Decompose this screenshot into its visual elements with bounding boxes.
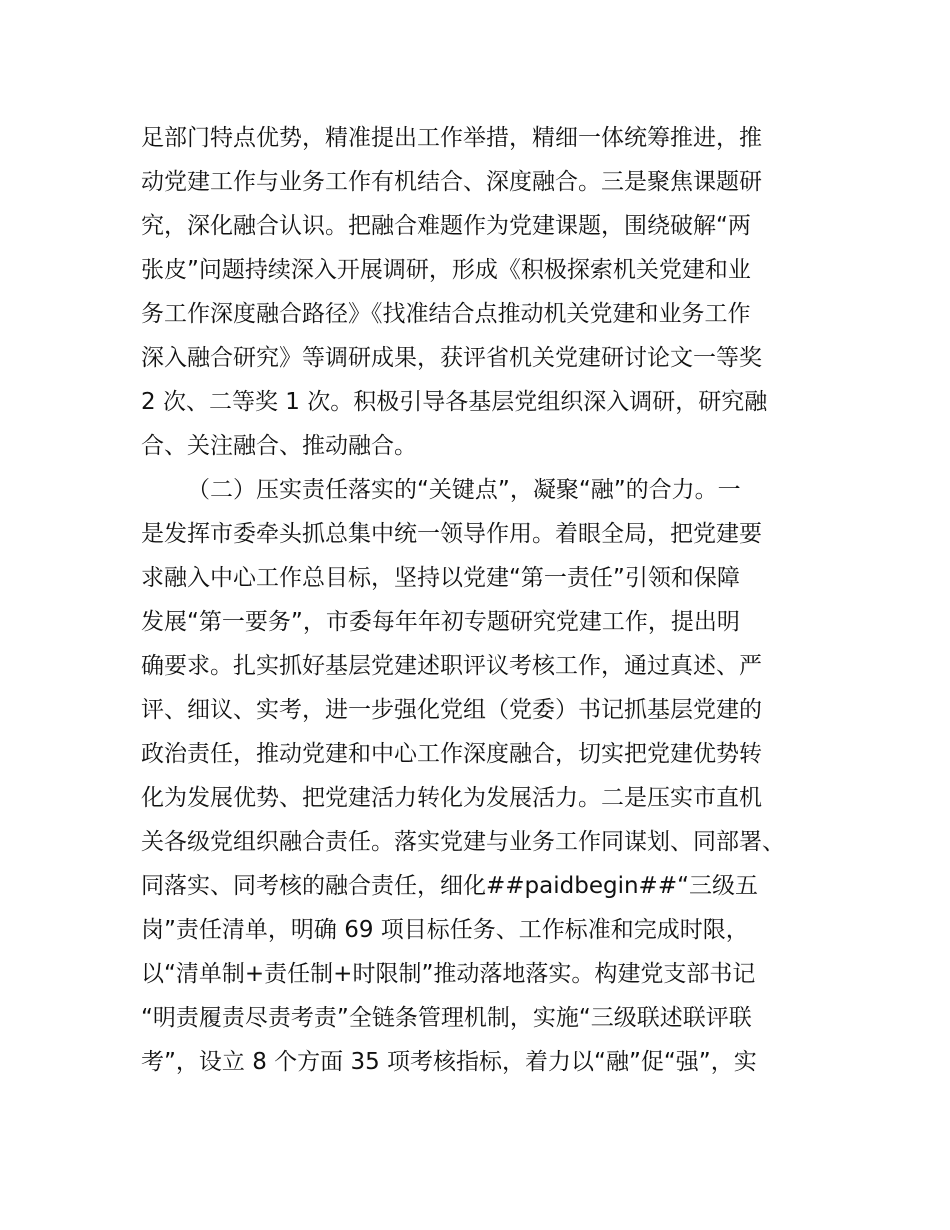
body-text <box>141 116 831 1084</box>
text-line: 评、细议、实考，进一步强化党组（党委）书记抓基层党建的 <box>141 697 762 723</box>
text-line: 关各级党组织融合责任。落实党建与业务工作同谋划、同部署、 <box>141 829 785 855</box>
section-heading-line: （二）压实责任落实的“关键点”，凝聚“融”的合力。一 <box>187 477 741 503</box>
text-line: 化为发展优势、把党建活力转化为发展活力。二是压实市直机 <box>141 785 762 811</box>
text-line: 2 次、二等奖 1 次。积极引导各基层党组织深入调研，研究融 <box>141 389 768 415</box>
text-line: 合、关注融合、推动融合。 <box>141 433 417 459</box>
text-line: 张皮”问题持续深入开展调研，形成《积极探索机关党建和业 <box>141 257 751 283</box>
text-line: 足部门特点优势，精准提出工作举措，精细一体统筹推进，推 <box>141 125 762 151</box>
text-line: 同落实、同考核的融合责任，细化##paidbegin##“三级五 <box>141 873 759 899</box>
text-line: 求融入中心工作总目标，坚持以党建“第一责任”引领和保障 <box>141 565 740 591</box>
text-line: 动党建工作与业务工作有机结合、深度融合。三是聚焦课题研 <box>141 169 762 195</box>
text-line: 岗”责任清单，明确 69 项目标任务、工作标准和完成时限， <box>141 917 749 943</box>
text-line: 发展“第一要务”，市委每年年初专题研究党建工作，提出明 <box>141 609 740 635</box>
text-line: 是发挥市委牵头抓总集中统一领导作用。着眼全局，把党建要 <box>141 521 762 547</box>
text-line: 深入融合研究》等调研成果，获评省机关党建研讨论文一等奖 <box>141 345 762 371</box>
text-line: 务工作深度融合路径》《找准结合点推动机关党建和业务工作 <box>141 301 751 327</box>
text-line: 确要求。扎实抓好基层党建述职评议考核工作，通过真述、严 <box>141 653 762 679</box>
text-line: 究，深化融合认识。把融合难题作为党建课题，围绕破解“两 <box>141 213 751 239</box>
text-line: “明责履责尽责考责”全链条管理机制，实施“三级联述联评联 <box>141 1005 752 1031</box>
text-line: 政治责任，推动党建和中心工作深度融合，切实把党建优势转 <box>141 741 762 767</box>
text-line: 考”，设立 8 个方面 35 项考核指标，着力以“融”促“强”，实 <box>141 1049 757 1075</box>
text-line: 以“清单制+责任制+时限制”推动落地落实。构建党支部书记 <box>141 961 756 987</box>
